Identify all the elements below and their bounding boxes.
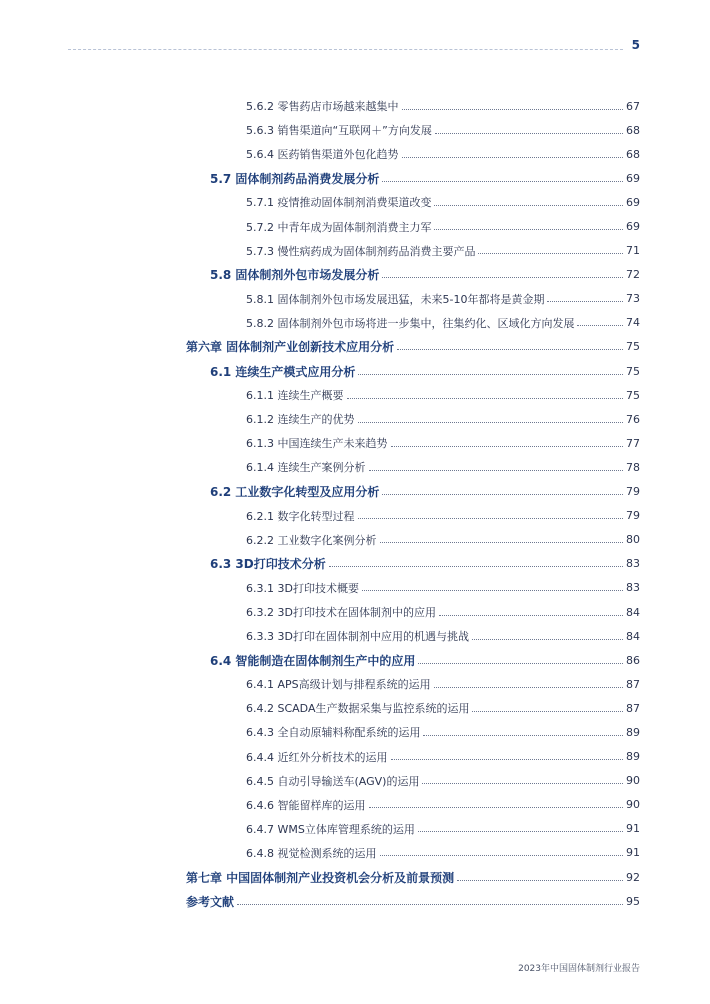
dot-leader	[423, 734, 623, 736]
toc-section[interactable]	[0, 166, 710, 190]
dot-leader	[402, 108, 624, 110]
footer-report-title: 2023年中国固体制剂行业报告	[518, 964, 640, 974]
toc-entry-page: 84	[626, 629, 640, 643]
toc-entry[interactable]	[0, 528, 710, 552]
toc-entry-label: 6.4.5 自动引导输送车(AGV)的运用	[246, 774, 420, 788]
toc-entry[interactable]	[0, 311, 710, 335]
toc-section[interactable]	[0, 648, 710, 672]
dot-leader	[435, 132, 623, 134]
dot-leader	[478, 252, 623, 254]
dot-leader	[369, 806, 624, 808]
toc-entry-label: 5.7.2 中青年成为固体制剂消费主力军	[246, 220, 432, 234]
dot-leader	[472, 710, 623, 712]
toc-entry[interactable]	[0, 118, 710, 142]
toc-entry-page: 67	[626, 99, 640, 113]
toc-entry[interactable]	[0, 720, 710, 744]
toc-entry-page: 90	[626, 798, 640, 812]
toc-chapter-page: 75	[626, 340, 640, 354]
toc-chapter-page: 95	[626, 894, 640, 908]
toc-entry-page: 76	[626, 412, 640, 426]
toc-entry-label: 5.8.2 固体制剂外包市场将进一步集中，往集约化、区域化方向发展	[246, 316, 575, 330]
toc-entry-label: 6.3.1 3D打印技术概要	[246, 581, 359, 595]
toc-entry-page: 87	[626, 677, 640, 691]
toc-chapter[interactable]	[0, 865, 710, 889]
dot-leader	[434, 228, 623, 230]
toc-entry[interactable]	[0, 576, 710, 600]
toc-section-page: 86	[626, 653, 640, 667]
dot-leader	[418, 830, 623, 832]
toc-entry-page: 73	[626, 292, 640, 306]
toc-entry-page: 69	[626, 220, 640, 234]
dot-leader	[391, 445, 624, 447]
dot-leader	[380, 541, 624, 543]
toc-section-page: 79	[626, 485, 640, 499]
toc-entry[interactable]	[0, 624, 710, 648]
toc-section[interactable]	[0, 263, 710, 287]
toc-section-page: 83	[626, 557, 640, 571]
toc-entry-label: 6.4.2 SCADA生产数据采集与监控系统的运用	[246, 702, 470, 716]
dot-leader	[391, 758, 624, 760]
toc-entry[interactable]	[0, 190, 710, 214]
toc-section-label: 6.4 智能制造在固体制剂生产中的应用	[210, 653, 416, 668]
toc-entry-label: 6.1.3 中国连续生产未来趋势	[246, 437, 388, 451]
toc-chapter-label: 第七章 中国固体制剂产业投资机会分析及前景预测	[186, 870, 455, 885]
toc-entry-page: 87	[626, 701, 640, 715]
dot-leader	[439, 614, 623, 616]
toc-entry[interactable]	[0, 455, 710, 479]
dot-leader	[382, 493, 623, 495]
toc-entry-page: 91	[626, 822, 640, 836]
toc-entry-page: 75	[626, 388, 640, 402]
toc-entry-label: 6.1.2 连续生产的优势	[246, 413, 355, 427]
toc-entry[interactable]	[0, 142, 710, 166]
toc-section-page: 75	[626, 364, 640, 378]
toc-section-label: 6.2 工业数字化转型及应用分析	[210, 485, 380, 500]
dot-leader	[380, 854, 624, 856]
toc-entry[interactable]	[0, 504, 710, 528]
table-of-contents	[0, 94, 710, 913]
toc-entry[interactable]	[0, 287, 710, 311]
toc-section-label: 5.7 固体制剂药品消费发展分析	[210, 171, 380, 186]
toc-section-label: 6.1 连续生产模式应用分析	[210, 364, 356, 379]
dot-leader	[329, 565, 623, 567]
dot-leader	[402, 156, 624, 158]
toc-section[interactable]	[0, 359, 710, 383]
toc-entry-page: 78	[626, 460, 640, 474]
dot-leader	[434, 686, 623, 688]
toc-entry[interactable]	[0, 239, 710, 263]
dot-leader	[347, 397, 624, 399]
dot-leader	[237, 903, 623, 905]
toc-entry-page: 83	[626, 581, 640, 595]
toc-section[interactable]	[0, 480, 710, 504]
toc-entry-page: 90	[626, 774, 640, 788]
dot-leader	[547, 300, 623, 302]
toc-chapter-page: 92	[626, 870, 640, 884]
toc-entry-label: 6.2.2 工业数字化案例分析	[246, 533, 377, 547]
toc-entry-label: 6.4.4 近红外分析技术的运用	[246, 750, 388, 764]
toc-entry[interactable]	[0, 769, 710, 793]
toc-entry[interactable]	[0, 696, 710, 720]
toc-entry[interactable]	[0, 383, 710, 407]
dot-leader	[397, 348, 623, 350]
toc-entry-label: 6.4.8 视觉检测系统的运用	[246, 846, 377, 860]
toc-entry[interactable]	[0, 793, 710, 817]
toc-entry-label: 6.4.7 WMS立体库管理系统的运用	[246, 822, 415, 836]
toc-chapter[interactable]	[0, 335, 710, 359]
dot-leader	[382, 276, 623, 278]
toc-entry[interactable]	[0, 672, 710, 696]
toc-entry-label: 5.7.3 慢性病药成为固体制剂药品消费主要产品	[246, 244, 476, 258]
toc-section-page: 69	[626, 171, 640, 185]
toc-entry-label: 6.3.2 3D打印技术在固体制剂中的应用	[246, 606, 436, 620]
toc-entry-page: 89	[626, 750, 640, 764]
dot-leader	[358, 421, 624, 423]
toc-entry-label: 6.1.1 连续生产概要	[246, 389, 344, 403]
toc-entry-label: 6.2.1 数字化转型过程	[246, 509, 355, 523]
page-number: 5	[631, 38, 640, 52]
toc-section-page: 72	[626, 268, 640, 282]
toc-entry-page: 69	[626, 195, 640, 209]
toc-entry[interactable]	[0, 431, 710, 455]
toc-entry-label: 5.6.2 零售药店市场越来越集中	[246, 100, 399, 114]
dot-leader	[418, 662, 623, 664]
toc-entry-page: 80	[626, 533, 640, 547]
toc-entry[interactable]	[0, 407, 710, 431]
toc-entry-page: 89	[626, 725, 640, 739]
toc-entry[interactable]	[0, 600, 710, 624]
toc-section-label: 5.8 固体制剂外包市场发展分析	[210, 268, 380, 283]
toc-entry-label: 6.4.6 智能留样库的运用	[246, 798, 366, 812]
toc-entry-page: 77	[626, 436, 640, 450]
toc-entry-page: 74	[626, 316, 640, 330]
toc-entry-page: 71	[626, 244, 640, 258]
toc-entry[interactable]	[0, 214, 710, 238]
dot-leader	[358, 373, 623, 375]
toc-entry-page: 68	[626, 147, 640, 161]
dot-leader	[434, 204, 623, 206]
toc-entry[interactable]	[0, 94, 710, 118]
toc-chapter-label: 第六章 固体制剂产业创新技术应用分析	[186, 340, 395, 355]
toc-entry[interactable]	[0, 745, 710, 769]
toc-entry-label: 5.8.1 固体制剂外包市场发展迅猛，未来5-10年都将是黄金期	[246, 292, 545, 306]
header-rule	[68, 49, 623, 50]
toc-entry-label: 6.4.3 全自动原辅料称配系统的运用	[246, 726, 421, 740]
toc-section[interactable]	[0, 552, 710, 576]
dot-leader	[457, 879, 623, 881]
toc-entry-label: 5.6.4 医药销售渠道外包化趋势	[246, 148, 399, 162]
dot-leader	[577, 324, 623, 326]
dot-leader	[422, 782, 623, 784]
dot-leader	[369, 469, 624, 471]
dot-leader	[362, 589, 623, 591]
toc-entry-label: 6.4.1 APS高级计划与排程系统的运用	[246, 678, 431, 692]
dot-leader	[472, 638, 623, 640]
toc-entry[interactable]	[0, 841, 710, 865]
toc-entry-page: 68	[626, 123, 640, 137]
toc-entry-label: 5.7.1 疫情推动固体制剂消费渠道改变	[246, 196, 432, 210]
toc-chapter-label: 参考文献	[186, 894, 235, 909]
dot-leader	[358, 517, 624, 519]
toc-entry-page: 84	[626, 605, 640, 619]
toc-entry-page: 91	[626, 846, 640, 860]
toc-entry-label: 5.6.3 销售渠道向“互联网＋”方向发展	[246, 124, 432, 138]
toc-entry-page: 79	[626, 509, 640, 523]
toc-section-label: 6.3 3D打印技术分析	[210, 557, 326, 572]
toc-chapter[interactable]	[0, 889, 710, 913]
toc-entry-label: 6.1.4 连续生产案例分析	[246, 461, 366, 475]
toc-entry-label: 6.3.3 3D打印在固体制剂中应用的机遇与挑战	[246, 630, 469, 644]
toc-entry[interactable]	[0, 817, 710, 841]
dot-leader	[382, 180, 623, 182]
